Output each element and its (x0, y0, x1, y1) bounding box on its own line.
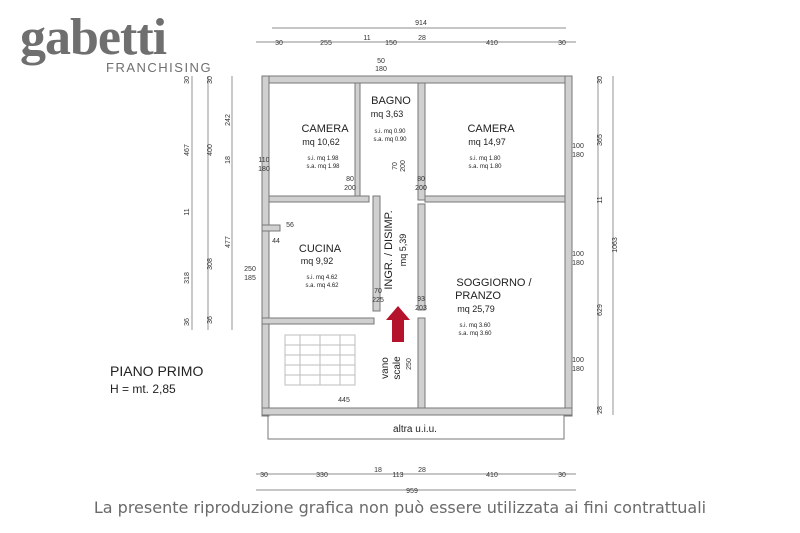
disclaimer: La presente riproduzione grafica non può essere utilizzata ai fini contrattuali (93, 498, 707, 517)
vano-line1: vano (380, 357, 391, 379)
dim-bottom-2: 330 (316, 472, 328, 479)
dim-bottom-6: 410 (486, 472, 498, 479)
dim-top-total: 914 (415, 20, 427, 27)
bagno-window-width: 70 (392, 162, 399, 170)
dim-top-6: 410 (486, 40, 498, 47)
camera1-door-height: 200 (344, 185, 356, 192)
stair-width: 445 (338, 397, 350, 404)
stairs (285, 335, 355, 385)
dim-bottom-4: 113 (392, 472, 404, 479)
dim-right-2: 365 (597, 134, 604, 146)
bagno-area: mq 3,63 (370, 109, 404, 119)
sogg-window2-width: 100 (572, 357, 584, 364)
camera2-name: CAMERA (467, 123, 515, 135)
dim-bottom-5: 28 (418, 467, 426, 474)
soggiorno-area: mq 25,79 (457, 304, 495, 314)
sogg-door-height: 203 (415, 305, 427, 312)
dim-left-inner-1: 30 (207, 76, 214, 84)
dim-left-inner-5: 477 (225, 236, 232, 248)
brand-name: gabetti (20, 9, 167, 66)
camera1-area: mq 10,62 (302, 137, 340, 147)
camera1-door-width: 80 (346, 176, 354, 183)
dim-left-inner-4: 18 (225, 156, 232, 164)
cucina-name: CUCINA (298, 243, 342, 255)
entrance-arrow-icon (386, 306, 410, 342)
camera2-sa: s.a. mq 1.80 (468, 164, 502, 170)
camera1-name: CAMERA (301, 123, 349, 135)
bagno-si: s.i. mq 0.90 (374, 129, 406, 135)
cucina-area: mq 9,92 (300, 256, 334, 266)
camera2-si: s.i. mq 1.80 (469, 156, 501, 162)
dim-top-1: 30 (275, 40, 283, 47)
camera1-sa: s.a. mq 1.98 (306, 164, 340, 170)
camera2-door-height: 200 (415, 185, 427, 192)
camera2-window-width: 100 (572, 143, 584, 150)
cucina-notch: 56 (286, 222, 294, 229)
dim-left-inner-3: 400 (207, 144, 214, 156)
floor-height: H = mt. 2,85 (110, 382, 176, 396)
dim-top-4: 150 (385, 40, 397, 47)
sogg-window1-width: 100 (572, 251, 584, 258)
dim-left-outer-2: 467 (184, 144, 191, 156)
cucina-sa: s.a. mq 4.62 (305, 283, 339, 289)
dim-left-outer-3: 11 (184, 208, 191, 216)
bagno-window-height: 200 (400, 160, 407, 172)
sogg-window2-height: 180 (572, 366, 584, 373)
dim-bottom-3: 18 (374, 467, 382, 474)
dim-right-1: 30 (597, 76, 604, 84)
dim-top-5: 28 (418, 35, 426, 42)
brand-subtitle: FRANCHISING (106, 60, 213, 75)
dim-left-outer-5: 36 (184, 318, 191, 326)
ingresso-name: INGR. / DISIMP. (383, 210, 395, 290)
camera1-window-height: 180 (258, 166, 270, 173)
dim-bottom-total: 959 (406, 488, 418, 495)
sogg-door-width: 93 (417, 296, 425, 303)
dim-right-4: 629 (597, 304, 604, 316)
dim-left-inner-7: 36 (207, 316, 214, 324)
cucina-si: s.i. mq 4.62 (306, 275, 338, 281)
cucina-door-width: 70 (374, 288, 382, 295)
dim-left-inner-6: 308 (207, 258, 214, 270)
cucina-door-height: 225 (372, 297, 384, 304)
cucina-window-height: 185 (244, 275, 256, 282)
bagno-sa: s.a. mq 0.90 (373, 137, 407, 143)
soggiorno-si: s.i. mq 3.60 (459, 323, 491, 329)
dim-left-outer-4: 318 (184, 272, 191, 284)
camera2-door-width: 80 (417, 176, 425, 183)
dim-bottom-1: 30 (260, 472, 268, 479)
soggiorno-name-line1: SOGGIORNO / (456, 277, 532, 289)
dim-bottom-7: 30 (558, 472, 566, 479)
bagno-door-width: 50 (377, 58, 385, 65)
camera1-si: s.i. mq 1.98 (307, 156, 339, 162)
camera2-area: mq 14,97 (468, 137, 506, 147)
soggiorno-name-line2: PRANZO (455, 290, 501, 302)
sogg-window1-height: 180 (572, 260, 584, 267)
camera2-window-height: 180 (572, 152, 584, 159)
dim-left-outer-1: 30 (184, 76, 191, 84)
stair-depth: 250 (406, 358, 413, 370)
dim-top-7: 30 (558, 40, 566, 47)
bagno-door-height: 180 (375, 66, 387, 73)
dim-left-inner-2: 242 (225, 114, 232, 126)
dim-right-3: 11 (597, 196, 604, 204)
camera1-window-width: 110 (258, 157, 270, 164)
dim-top-3: 11 (363, 35, 371, 42)
dim-top-2: 255 (320, 40, 332, 47)
vano-line2: scale (392, 356, 403, 380)
cucina-window-width: 250 (244, 266, 256, 273)
altra-uiu-label: altra u.i.u. (393, 424, 437, 435)
cucina-wall: 44 (272, 238, 280, 245)
ingresso-area: mq 5,39 (398, 233, 408, 267)
soggiorno-sa: s.a. mq 3.60 (458, 331, 492, 337)
dim-right-total: 1063 (612, 237, 619, 253)
dim-right-5: 28 (597, 406, 604, 414)
bagno-name: BAGNO (371, 95, 411, 107)
floor-name: PIANO PRIMO (110, 363, 204, 379)
